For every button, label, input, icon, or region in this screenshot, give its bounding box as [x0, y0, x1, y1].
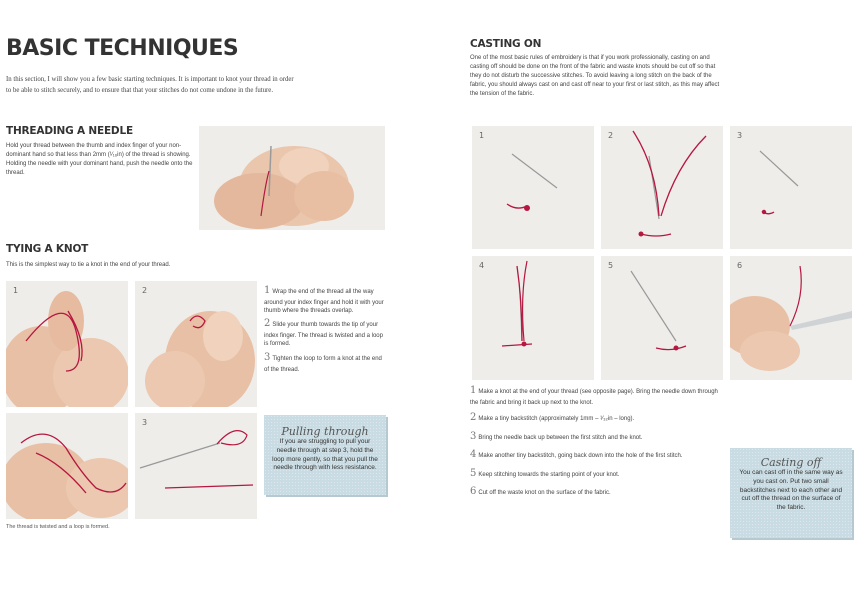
- tip-text: You can cast off in the same way as you cast on. Put two small backstitches next to each other and cut off the thread on the surface of the fabric.: [739, 469, 843, 512]
- photo-number: 3: [142, 418, 148, 427]
- knot-step-3: 3 Tighten the loop to form a knot at the end of the thread.: [264, 352, 382, 373]
- casting-photo-1: [472, 126, 594, 249]
- casting-photo-4: [472, 256, 594, 380]
- casting-on-text: One of the most basic rules of embroidery is that if you work professionally, casting on and casting off should be done on the front of the fabric and waste knots should be cut off so that they do not disturb the successive stitches. To avoid leaving a long stitch on the back of the fabric, you should always cast on and cast off near to your first or last stitch, as this may affect the tension of the fabric.: [470, 55, 720, 97]
- casting-step-6: 6 Cut off the waste knot on the surface of the fabric.: [470, 486, 611, 497]
- photo-number: 3: [737, 131, 743, 140]
- tip-title: Casting off: [760, 456, 822, 469]
- casting-photo-3: [730, 126, 852, 249]
- casting-photo-6: [730, 256, 852, 380]
- pulling-through-tip: [264, 415, 386, 495]
- casting-on-heading: CASTING ON: [470, 38, 542, 50]
- right-page: [430, 0, 860, 590]
- casting-step-3: 3 Bring the needle back up between the first stitch and the knot.: [470, 431, 643, 442]
- knot-intro-text: This is the simplest way to tie a knot in the end of your thread.: [6, 262, 171, 268]
- knot-caption: The thread is twisted and a loop is formed.: [6, 524, 110, 530]
- knot-photo-1: [6, 281, 128, 407]
- tip-title: Pulling through: [281, 425, 369, 438]
- page-title: BASIC TECHNIQUES: [6, 36, 239, 61]
- casting-step-1: 1 Make a knot at the end of your thread (see opposite page). Bring the needle down through the fabric and bring it back up next to the knot.: [470, 385, 718, 406]
- threading-text: Hold your thread between the thumb and index finger of your non-dominant hand so that less than 2mm (¹⁄₁₆in) of the thread is showing. Holding the needle with your dominant hand, push the needle onto the thread.: [6, 143, 193, 176]
- threading-heading: THREADING A NEEDLE: [6, 125, 133, 137]
- knot-step-2: 2 Slide your thumb towards the tip of your index finger. The thread is twisted and a loop is formed.: [264, 318, 383, 348]
- casting-off-tip: [730, 448, 852, 538]
- knot-photo-3: [135, 413, 257, 519]
- casting-photo-5: [601, 256, 723, 380]
- photo-number: 4: [479, 261, 485, 270]
- casting-step-2: 2 Make a tiny backstitch (approximately 1mm – ¹⁄₃₂in – long).: [470, 412, 635, 423]
- casting-photo-2: [601, 126, 723, 249]
- knot-heading: TYING A KNOT: [6, 243, 89, 255]
- threading-photo: [199, 126, 385, 230]
- photo-number: 6: [737, 261, 743, 270]
- intro-text: In this section, I will show you a few basic starting techniques. It is important to knot your thread in order to be able to stitch securely, and to ensure that that your stitches do not come undone in the future.: [6, 76, 294, 94]
- photo-number: 2: [608, 131, 614, 140]
- tip-text: If you are struggling to pull your needle through at step 3, hold the loop more gently, so that you pull the needle through with less resistance.: [272, 438, 378, 472]
- knot-photo-twisted: [6, 413, 128, 519]
- knot-step-1: 1 Wrap the end of the thread all the way around your index finger and hold it with your thumb where the threads overlap.: [264, 285, 384, 315]
- photo-number: 5: [608, 261, 614, 270]
- casting-step-5: 5 Keep stitching towards the starting point of your knot.: [470, 468, 620, 479]
- photo-number: 1: [13, 286, 19, 295]
- casting-step-4: 4 Make another tiny backstitch, going back down into the hole of the first stitch.: [470, 449, 683, 460]
- knot-photo-2: [135, 281, 257, 407]
- photo-number: 2: [142, 286, 148, 295]
- photo-number: 1: [479, 131, 485, 140]
